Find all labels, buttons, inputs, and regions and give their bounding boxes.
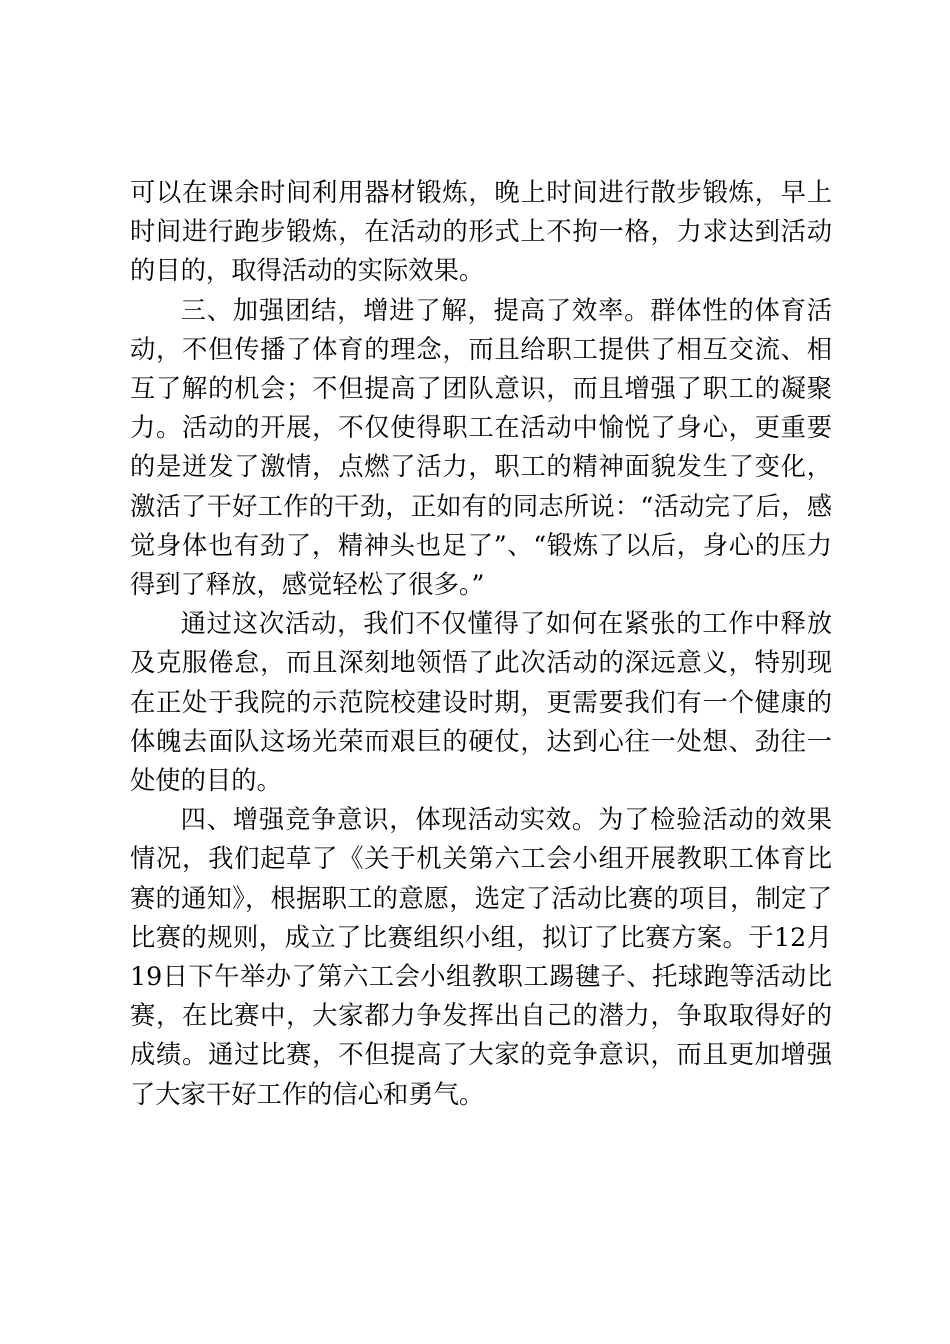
document-body bbox=[130, 173, 832, 1114]
paragraph-activity-significance: 通过这次活动，我们不仅懂得了如何在紧张的工作中释放及克服倦怠，而且深刻地领悟了此次活动的深远意义，特别现在正处于我院的示范院校建设时期，更需要我们有一个健康的体魄去面队这场光荣而艰巨的硬仗，达到心往一处想、劲往一处使的目的。 bbox=[130, 609, 832, 796]
paragraph-continuation: 可以在课余时间利用器材锻炼，晚上时间进行散步锻炼，早上时间进行跑步锻炼，在活动的形式上不拘一格，力求达到活动的目的，取得活动的实际效果。 bbox=[130, 178, 832, 286]
paragraph-section-three: 三、加强团结，增进了解，提高了效率。群体性的体育活动，不但传播了体育的理念，而且给职工提供了相互交流、相互了解的机会；不但提高了团队意识，而且增强了职工的凝聚力。活动的开展，不仅使得职工在活动中愉悦了身心，更重要的是迸发了激情，点燃了活力，职工的精神面貌发生了变化，激活了干好工作的干劲，正如有的同志所说：“活动完了后，感觉身体也有劲了，精神头也足了”、“锻炼了以后，身心的压力得到了释放，感觉轻松了很多。” bbox=[130, 295, 832, 600]
paragraph-section-four: 四、增强竞争意识，体现活动实效。为了检验活动的效果情况，我们起草了《关于机关第六工会小组开展教职工体育比赛的通知》，根据职工的意愿，选定了活动比赛的项目，制定了比赛的规则，成立了比赛组织小组，拟订了比赛方案。于12月19日下午举办了第六工会小组教职工踢毽子、托球跑等活动比赛，在比赛中，大家都力争发挥出自己的潜力，争取取得好的成绩。通过比赛，不但提高了大家的竞争意识，而且更加增强了大家干好工作的信心和勇气。 bbox=[130, 805, 832, 1109]
